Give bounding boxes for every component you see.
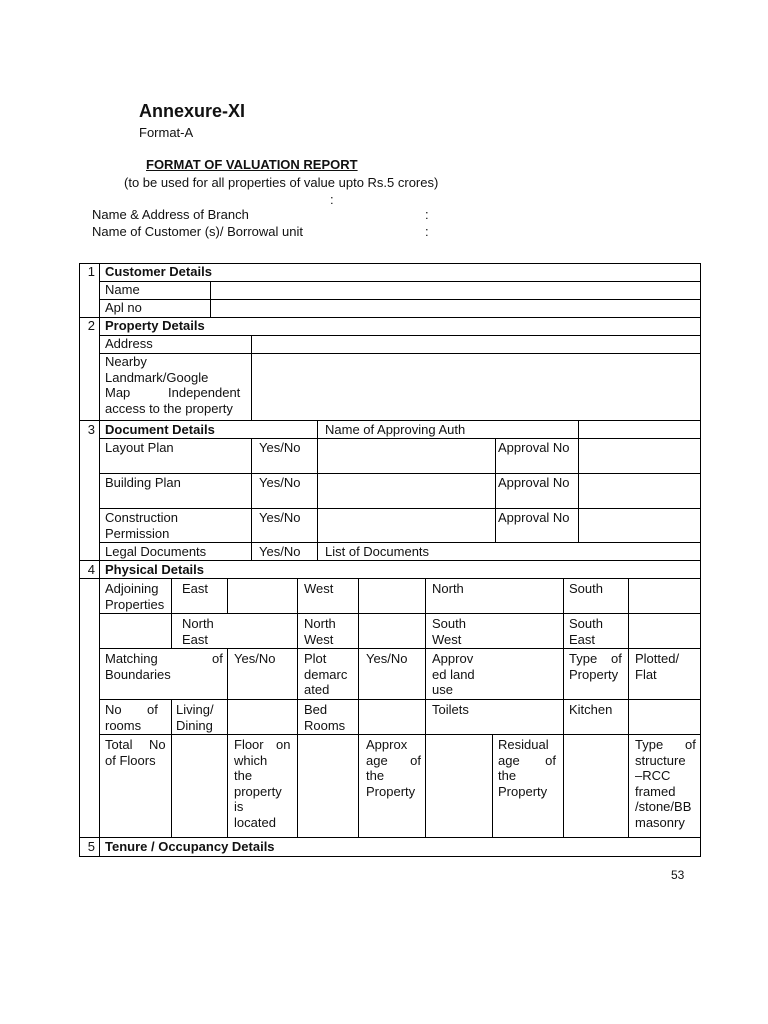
table-border-line xyxy=(317,420,318,438)
table-border-line xyxy=(171,699,172,734)
customer-details-heading: Customer Details xyxy=(105,264,212,279)
report-title: FORMAT OF VALUATION REPORT xyxy=(146,157,358,172)
table-border-line xyxy=(297,578,298,648)
matching-boundaries-label: Matching xyxy=(105,651,158,666)
structure-type-label: Type xyxy=(635,737,664,752)
table-border-line xyxy=(425,578,426,648)
page-number: 53 xyxy=(671,868,685,882)
table-border-line xyxy=(563,648,564,699)
approved-land-use-label: Approv xyxy=(432,651,474,666)
table-border-line xyxy=(425,734,426,837)
kitchen-label: Kitchen xyxy=(569,702,613,717)
approx-age-label: the xyxy=(366,768,385,783)
table-border-line xyxy=(251,438,252,560)
table-border-line xyxy=(425,648,426,699)
plotted-flat-label: Flat xyxy=(635,666,657,682)
nearby-label-line: Landmark/Google xyxy=(105,369,209,385)
property-details-heading: Property Details xyxy=(105,318,205,333)
nearby-label-line: access to the property xyxy=(105,400,233,416)
floor-location-label: on xyxy=(276,737,291,752)
yes-no-option[interactable]: Yes/No xyxy=(234,651,276,666)
legal-documents-label: Legal Documents xyxy=(105,544,207,559)
table-border-line xyxy=(251,335,252,420)
approving-auth-label: Name of Approving Auth xyxy=(325,422,466,437)
branch-value[interactable]: : xyxy=(425,207,429,222)
valuation-form-table xyxy=(79,263,701,857)
yes-no-option[interactable]: Yes/No xyxy=(259,510,301,525)
north-label: North xyxy=(432,581,464,596)
table-border-line xyxy=(99,542,701,543)
floor-location-label: located xyxy=(234,814,276,830)
north-east-label: East xyxy=(182,631,209,647)
table-border-line xyxy=(297,648,298,699)
report-subtitle: (to be used for all properties of value upto Rs.5 crores) xyxy=(124,175,439,190)
structure-type-label: –RCC xyxy=(635,768,671,783)
table-border-line xyxy=(99,699,701,700)
section-number: 2 xyxy=(87,318,95,333)
structure-type-label: structure xyxy=(635,752,686,768)
north-west-label: West xyxy=(304,631,334,647)
type-of-property-label: Type xyxy=(569,651,598,666)
physical-details-heading: Physical Details xyxy=(105,562,204,577)
matching-boundaries-label: Boundaries xyxy=(105,666,171,682)
living-dining-label: Dining xyxy=(176,717,213,733)
floor-location-label: is xyxy=(234,799,244,814)
table-border-line xyxy=(578,420,579,542)
nearby-label-line: Map xyxy=(105,385,131,400)
north-east-label: North xyxy=(182,616,214,631)
east-label: East xyxy=(182,581,209,596)
table-border-line xyxy=(628,648,629,699)
customer-value[interactable]: : xyxy=(425,224,429,239)
residual-age-label: the xyxy=(498,768,517,783)
floor-location-label: Floor xyxy=(234,737,264,752)
plot-demarcated-label: ated xyxy=(304,682,330,697)
structure-type-label: masonry xyxy=(635,814,685,830)
approx-age-label: Approx xyxy=(366,737,408,752)
section-number: 5 xyxy=(87,839,95,854)
toilets-label: Toilets xyxy=(432,702,469,717)
structure-type-label: framed xyxy=(635,783,676,799)
table-border-line xyxy=(99,299,701,300)
table-border-line xyxy=(358,578,359,648)
table-border-line xyxy=(425,699,426,734)
plot-demarcated-label: demarc xyxy=(304,666,348,682)
apl-no-label: Apl no xyxy=(105,300,142,315)
approval-no-label: Approval No xyxy=(498,440,570,455)
customer-label: Name of Customer (s)/ Borrowal unit xyxy=(92,224,303,239)
annexure-title: Annexure-XI xyxy=(139,101,246,121)
adjoining-properties-label: Properties xyxy=(105,596,165,612)
table-border-line xyxy=(99,335,701,336)
table-border-line xyxy=(700,263,701,857)
floor-location-label: property xyxy=(234,783,282,799)
table-border-line xyxy=(495,438,496,542)
table-border-line xyxy=(358,734,359,837)
table-border-line xyxy=(99,648,701,649)
table-border-line xyxy=(171,578,172,648)
approved-land-use-label: use xyxy=(432,682,453,697)
table-border-line xyxy=(227,699,228,734)
table-border-line xyxy=(99,613,701,614)
approved-land-use-label: ed land xyxy=(432,666,475,682)
south-east-label: East xyxy=(569,631,596,647)
table-border-line xyxy=(563,699,564,734)
table-border-line xyxy=(99,353,701,354)
table-border-line xyxy=(227,734,228,837)
yes-no-option[interactable]: Yes/No xyxy=(259,440,301,455)
table-border-line xyxy=(99,281,701,282)
approval-no-label: Approval No xyxy=(498,510,570,525)
south-east-label: South xyxy=(569,616,603,631)
floor-location-label: which xyxy=(234,752,268,768)
north-west-label: North xyxy=(304,616,336,631)
south-west-label: West xyxy=(432,631,462,647)
no-of-rooms-label: No xyxy=(105,702,122,717)
table-border-line xyxy=(99,438,701,439)
table-border-line xyxy=(628,699,629,734)
table-border-line xyxy=(99,734,701,735)
section-number: 4 xyxy=(87,562,95,577)
table-border-line xyxy=(99,473,701,474)
west-label: West xyxy=(304,581,334,596)
table-border-line xyxy=(79,578,701,579)
table-border-line xyxy=(227,648,228,699)
table-border-line xyxy=(358,648,359,699)
total-floors-label: Total xyxy=(105,737,133,752)
section-number: 3 xyxy=(87,422,95,437)
approx-age-label: Property xyxy=(366,783,416,799)
construction-permission-label: Permission xyxy=(105,525,170,541)
residual-age-label: Residual xyxy=(498,737,549,752)
tenure-occupancy-heading: Tenure / Occupancy Details xyxy=(105,839,275,854)
no-of-rooms-label: rooms xyxy=(105,717,142,733)
table-border-line xyxy=(628,734,629,837)
construction-permission-label: Construction xyxy=(105,510,178,525)
table-border-line xyxy=(563,578,564,648)
bed-rooms-label: Bed xyxy=(304,702,328,717)
total-floors-label: of Floors xyxy=(105,752,156,768)
table-border-line xyxy=(99,508,701,509)
living-dining-label: Living/ xyxy=(176,702,214,717)
adjoining-properties-label: Adjoining xyxy=(105,581,159,596)
residual-age-label: age of xyxy=(498,752,556,768)
bed-rooms-label: Rooms xyxy=(304,717,346,733)
structure-type-label: of xyxy=(685,737,696,752)
branch-label: Name & Address of Branch xyxy=(92,207,249,222)
table-border-line xyxy=(79,263,80,857)
table-border-line xyxy=(297,734,298,837)
structure-type-label: /stone/BB xyxy=(635,799,692,814)
plot-demarcated-label: Plot xyxy=(304,651,327,666)
table-border-line xyxy=(492,734,493,837)
table-border-line xyxy=(628,578,629,648)
format-label: Format-A xyxy=(139,125,194,140)
report-colon: : xyxy=(330,192,334,207)
yes-no-option[interactable]: Yes/No xyxy=(259,475,301,490)
table-border-line xyxy=(210,281,211,317)
document-details-heading: Document Details xyxy=(105,422,215,437)
nearby-label-line: Independent xyxy=(168,385,241,400)
residual-age-label: Property xyxy=(498,783,548,799)
no-of-rooms-label: of xyxy=(147,702,158,717)
table-border-line xyxy=(79,560,701,561)
type-of-property-label: of xyxy=(611,651,622,666)
table-border-line xyxy=(79,856,701,857)
approval-no-label: Approval No xyxy=(498,475,570,490)
yes-no-option[interactable]: Yes/No xyxy=(366,651,408,666)
floor-location-label: the xyxy=(234,768,253,783)
south-west-label: South xyxy=(432,616,466,631)
table-border-line xyxy=(79,837,701,838)
plotted-flat-label: Plotted/ xyxy=(635,651,680,666)
south-label: South xyxy=(569,581,603,596)
type-of-property-label: Property xyxy=(569,666,619,682)
nearby-label-line: Nearby xyxy=(105,354,147,369)
customer-name-label: Name xyxy=(105,282,140,297)
approx-age-label: age of xyxy=(366,752,421,768)
table-border-line xyxy=(317,438,318,560)
building-plan-label: Building Plan xyxy=(105,475,181,490)
table-border-line xyxy=(99,263,100,857)
total-floors-label: No xyxy=(149,737,166,752)
table-border-line xyxy=(297,699,298,734)
address-label: Address xyxy=(105,336,153,351)
table-border-line xyxy=(171,734,172,837)
table-border-line xyxy=(358,699,359,734)
yes-no-option[interactable]: Yes/No xyxy=(259,544,301,559)
layout-plan-label: Layout Plan xyxy=(105,440,174,455)
list-of-documents-label: List of Documents xyxy=(325,544,430,559)
table-border-line xyxy=(79,420,701,421)
table-border-line xyxy=(563,734,564,837)
matching-boundaries-label: of xyxy=(212,651,223,666)
table-border-line xyxy=(227,578,228,613)
section-number: 1 xyxy=(87,264,95,279)
